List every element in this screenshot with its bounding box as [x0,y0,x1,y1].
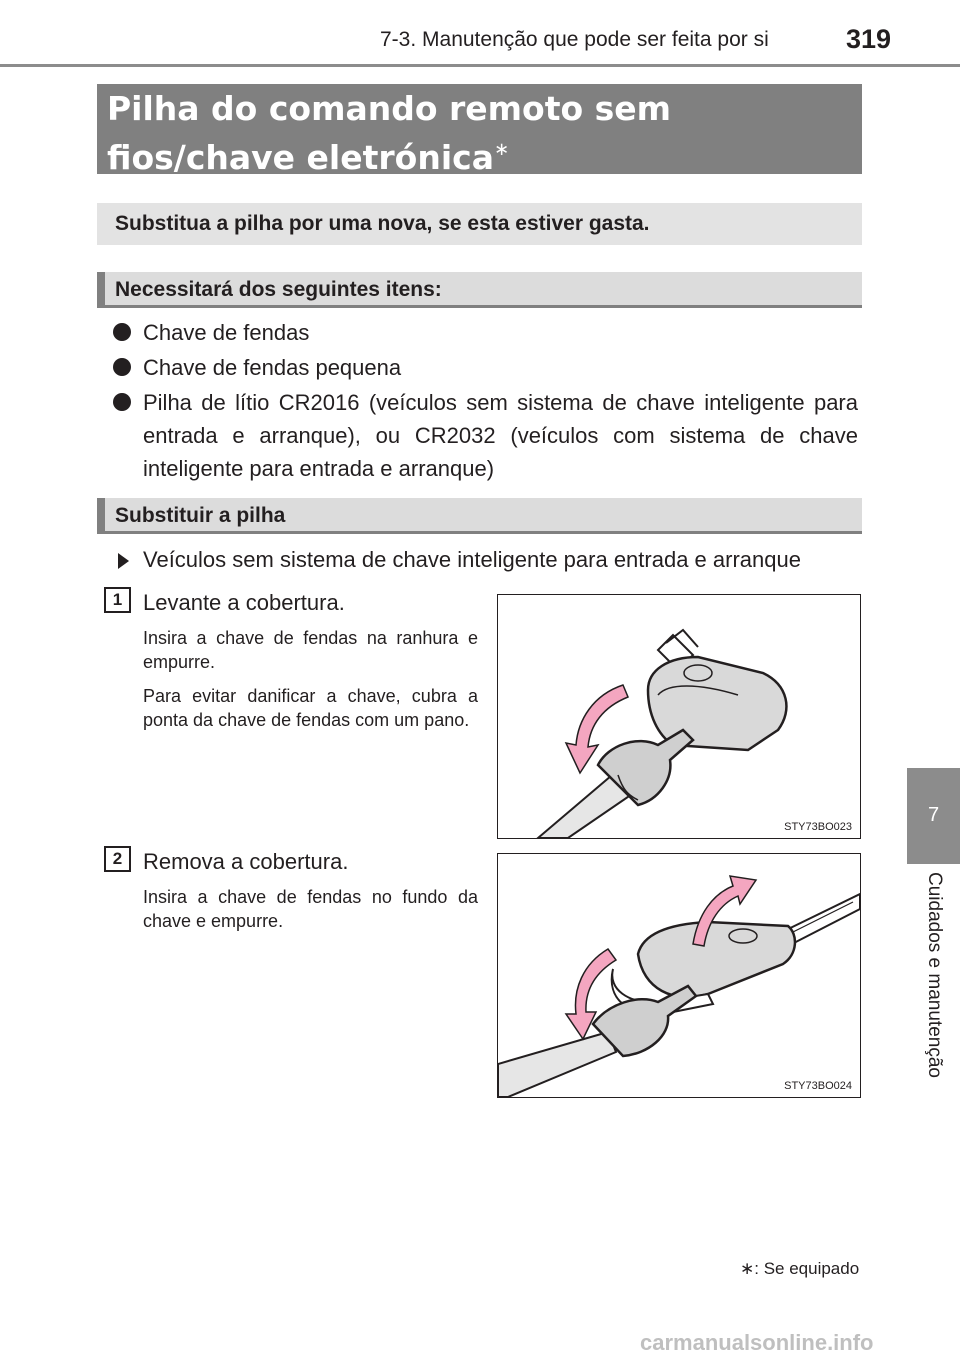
list-item [113,386,858,485]
running-header: 7-3. Manutenção que pode ser feita por si [380,28,769,51]
figure-step-1 [497,594,861,839]
step-number-1: 1 [104,587,131,613]
list-item-text: Pilha de lítio CR2016 (veículos sem sistema de chave inteligente para entrada e arranque), ou CR2032 (veículos com sistema de chave inteligente para entrada e arranque) [143,390,858,481]
step-1-desc-a: Insira a chave de fendas na ranhura e empurre. [143,628,478,672]
step-description-2 [143,885,478,943]
list-item-text: Chave de fendas [143,320,310,345]
page-title-bar [97,84,862,177]
figure-code-2: STY73BO024 [784,1080,852,1092]
chapter-label [907,872,960,1112]
asterisk-icon: ∗ [493,139,510,160]
chapter-title: Cuidados e manutenção [923,872,945,1078]
chapter-tab[interactable] [907,768,960,864]
list-item [113,351,858,384]
bullet-icon [113,393,131,411]
section-heading-items [97,272,862,308]
section-heading-items-text: Necessitará dos seguintes itens: [115,278,442,301]
intro-box [97,203,862,245]
page-number: 319 [846,24,892,54]
step-number-2: 2 [104,846,131,872]
footnote: ∗: Se equipado [740,1259,860,1278]
figure-code-1: STY73BO023 [784,821,852,833]
section-heading-replace-text: Substituir a pilha [115,504,286,527]
list-item-text: Chave de fendas pequena [143,355,402,380]
subheading-text: Veículos sem sistema de chave inteligente para entrada e arranque [143,547,801,572]
page-title-text: Pilha do comando remoto sem fios/chave eletrónica [107,89,672,177]
header-divider [0,64,960,67]
key-lever-illustration [498,595,860,838]
section-heading-replace [97,498,862,534]
bullet-icon [113,323,131,341]
figure-step-2 [497,853,861,1098]
intro-text: Substitua a pilha por uma nova, se esta estiver gasta. [115,212,650,235]
key-cover-removal-illustration [498,854,860,1097]
step-1-desc-b: Para evitar danificar a chave, cubra a ponta da chave de fendas com um pano. [143,686,478,730]
watermark: carmanualsonline.info [640,1330,874,1355]
step-2-desc-a: Insira a chave de fendas no fundo da chave e empurre. [143,887,478,931]
page-title [107,88,847,178]
chapter-number: 7 [927,804,940,826]
step-description-1 [143,626,478,742]
bullet-icon [113,358,131,376]
list-item [113,316,858,349]
step-title-2: Remova a cobertura. [143,849,349,874]
arrow-right-icon [118,553,129,569]
step-title-1: Levante a cobertura. [143,590,345,615]
